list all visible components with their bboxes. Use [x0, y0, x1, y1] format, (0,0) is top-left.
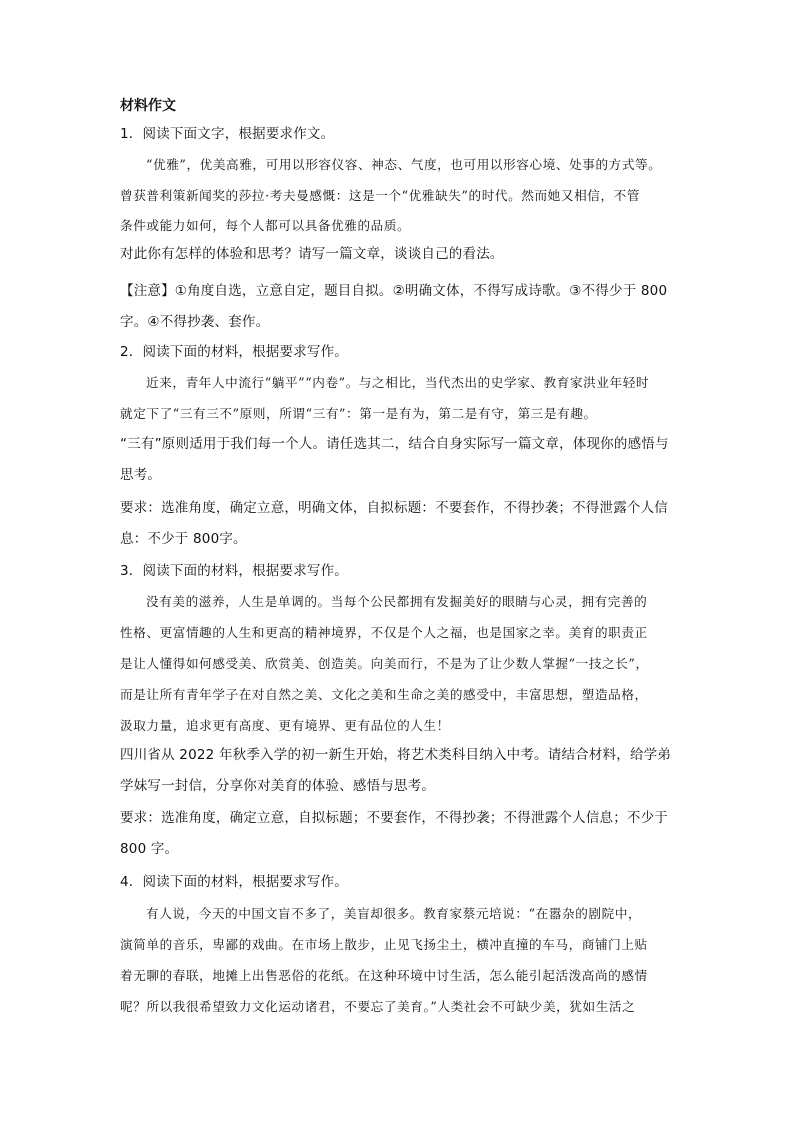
q3-requirement-line: 要求：选准角度，确定立意，自拟标题；不要套作，不得抄袭；不得泄露个人信息；不少于 [120, 810, 668, 826]
q4-prompt: 4．阅读下面的材料，根据要求写作。 [120, 874, 348, 890]
section-title: 材料作文 [120, 98, 176, 114]
q3-requirement-line: 800 字。 [120, 841, 179, 857]
q3-material-line: 没有美的滋养，人生是单调的。当每个公民都拥有发掘美好的眼睛与心灵，拥有完善的 [146, 594, 648, 609]
q2-material-line: 就定下了“三有三不”原则，所谓“三有”：第一是有为，第二是有守，第三是有趣。 [120, 406, 597, 421]
q1-material-line: 曾获普利策新闻奖的莎拉·考夫曼感慨：这是一个“优雅缺失”的时代。然而她又相信，不管 [120, 188, 641, 203]
q1-material-line: 条件或能力如何，每个人都可以具备优雅的品质。 [120, 218, 411, 233]
q1-material-line: “优雅”，优美高雅，可用以形容仪容、神态、气度，也可用以形容心境、处事的方式等。 [146, 157, 662, 172]
q2-requirement-line: 要求：选准角度，确定立意，明确文体，自拟标题：不要套作，不得抄袭；不得泄露个人信 [120, 500, 668, 516]
q2-task-line: 思考。 [120, 467, 162, 483]
q3-material-line: 而是让所有青年学子在对自然之美、文化之美和生命之美的感受中，丰富思想，塑造品格， [120, 687, 648, 702]
q3-prompt: 3．阅读下面的材料，根据要求写作。 [120, 563, 348, 579]
q3-task-line: 四川省从 2022 年秋季入学的初一新生开始，将艺术类科目纳入中考。请结合材料，给学弟 [120, 747, 672, 763]
q4-material-line: 有人说，今天的中国文盲不多了，美盲却很多。教育家蔡元培说：“在嚣杂的剧院中， [146, 906, 642, 921]
q1-note-line: 【注意】①角度自选，立意自定，题目自拟。②明确文体，不得写成诗歌。③不得少于 800 [120, 283, 668, 299]
q1-task: 对此你有怎样的体验和思考？请写一篇文章，谈谈自己的看法。 [120, 246, 504, 262]
q1-note-line: 字。④不得抄袭、套作。 [120, 314, 270, 330]
q1-prompt: 1．阅读下面文字，根据要求作文。 [120, 126, 335, 142]
q2-requirement-line: 息：不少于 800字。 [120, 531, 247, 547]
q2-task-line: “三有”原则适用于我们每一个人。请任选其二，结合自身实际写一篇文章，体现你的感悟与 [120, 436, 669, 452]
q3-material-line: 是让人懂得如何感受美、欣赏美、创造美。向美而行，不是为了让少数人掌握“一技之长”， [120, 656, 649, 671]
q3-material-line: 性格、更富情趣的人生和更高的精神境界，不仅是个人之福，也是国家之幸。美育的职责正 [120, 625, 648, 640]
q4-material-line: 着无聊的春联，地摊上出售恶俗的花纸。在这种环境中讨生活，怎么能引起活泼高尚的感情 [120, 968, 648, 983]
q4-material-line: 呢？所以我很希望致力文化运动诸君，不要忘了美育。”人类社会不可缺少美，犹如生活之 [120, 999, 636, 1014]
q2-prompt: 2．阅读下面的材料，根据要求写作。 [120, 344, 348, 360]
q3-task-line: 学妹写一封信，分享你对美育的体验、感悟与思考。 [120, 778, 436, 794]
q3-material-line: 汲取力量，追求更有高度、更有境界、更有品位的人生！ [120, 718, 450, 733]
q4-material-line: 演简单的音乐，卑鄙的戏曲。在市场上散步，止见飞扬尘土，横冲直撞的车马，商铺门上贴 [120, 937, 648, 952]
q2-material-line: 近来，青年人中流行“躺平”“内卷”。与之相比，当代杰出的史学家、教育家洪业年轻时 [146, 375, 650, 390]
